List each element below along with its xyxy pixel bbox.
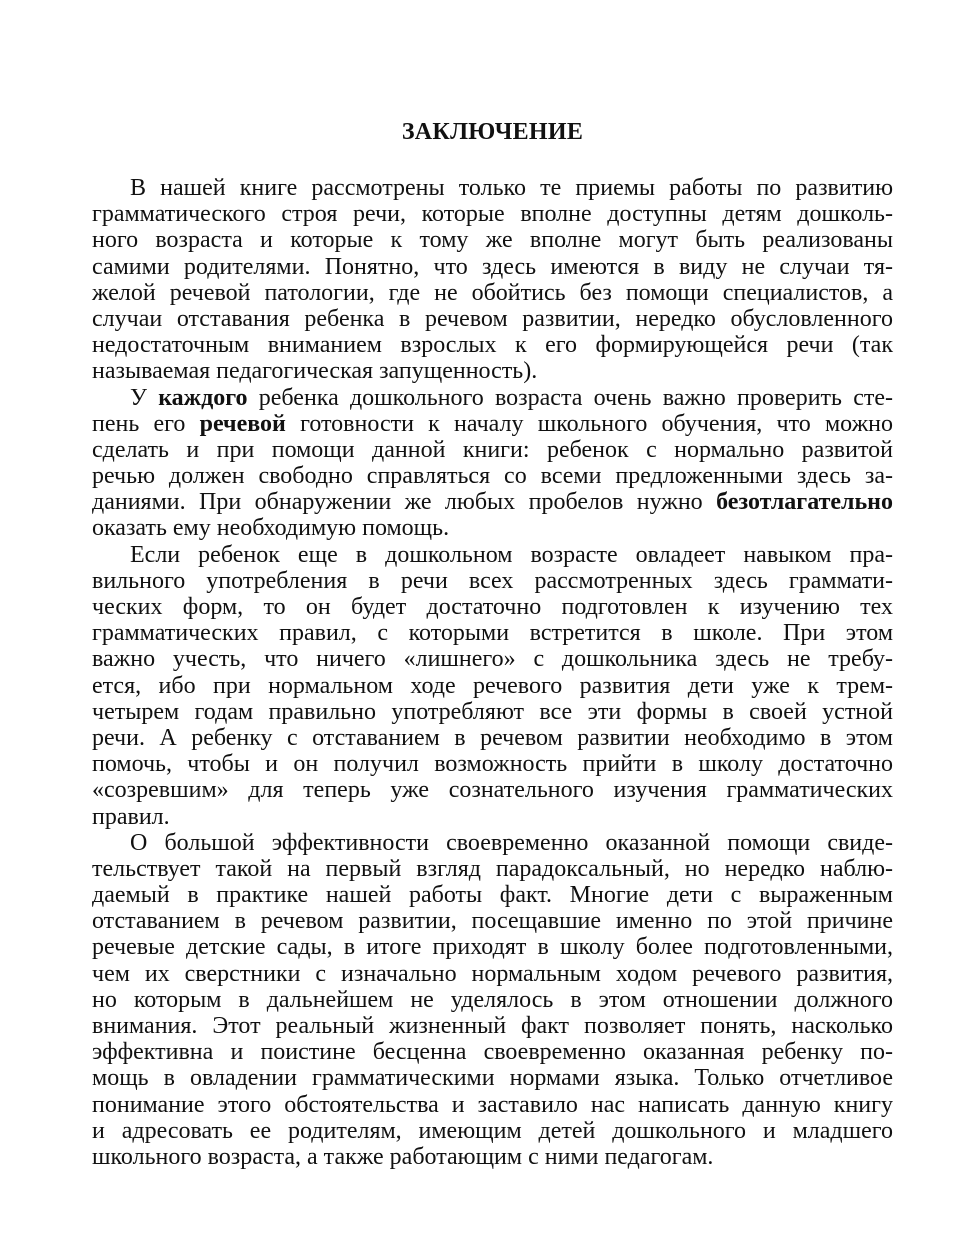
text-line [92,1065,893,1091]
text-line [92,882,893,908]
text-run: эффективна и поистине бесценна своевременно оказанная ребенку по- [92,1039,893,1066]
text-line [92,594,893,620]
text-line [92,1013,893,1039]
text-run: четырем годам правильно употребляют все эти формы в своей устной [92,698,893,725]
text-run: недостаточным вниманием взрослых к его формирующейся речи (так [92,332,893,359]
text-run: речью должен свободно справляться со всеми предложенными здесь за- [92,463,893,490]
text-line [92,620,893,646]
text-run: мощь в овладении грамматическими нормами языка. Только отчетливое [92,1065,893,1092]
text-run: грамматического строя речи, которые вполне доступны детям дошколь- [92,201,893,228]
text-line [92,725,893,751]
text-line [92,542,893,568]
text-line [92,175,893,201]
text-run: чем их сверстники с изначально нормальным ходом речевого развития, [92,960,893,987]
text-run: «созревшим» для теперь уже сознательного изучения грамматических [92,777,893,804]
text-line [92,306,893,332]
text-run: помочь, чтобы и он получил возможность прийти в школу достаточно [92,751,893,778]
text-run: пень его [92,410,200,437]
page-title: ЗАКЛЮЧЕНИЕ [401,119,584,145]
text-line [92,568,893,594]
text-run: отставанием в речевом развитии, посещавшие именно по этой причине [92,908,893,935]
text-run: желой речевой патологии, где не обойтись без помощи специалистов, а [92,279,893,306]
text-run: сделать и при помощи данной книги: ребенок с нормально развитой [92,436,893,463]
text-line [92,934,893,960]
text-line [92,227,893,253]
text-run: вильного употребления в речи всех рассмотренных здесь граммати- [92,567,893,594]
text-line [92,1144,893,1170]
text-line [92,280,893,306]
text-run: ческих форм, то он будет достаточно подготовлен к изучению тех [92,594,893,620]
body-text [92,175,893,1170]
text-line [92,699,893,725]
text-line [92,987,893,1013]
text-run: речевые детские сады, в итоге приходят в школу более подготовленными, [92,934,893,961]
text-line [92,908,893,934]
text-run: случаи отставания ребенка в речевом развитии, нередко обусловленного [92,305,893,332]
text-run: ного возраста и которые к тому же вполне могут быть реализованы [92,227,893,254]
text-line [92,856,893,882]
text-line [92,411,893,437]
text-line [92,777,893,803]
text-line [92,1039,893,1065]
text-line [92,515,893,541]
text-line [92,751,893,777]
text-line [92,201,893,227]
emphasized-word: каждого [158,384,248,411]
text-run: грамматических правил, с которыми встретится в школе. При этом [92,620,893,647]
text-run: О большой эффективности своевременно оказанной помощи свиде- [130,829,893,856]
text-run: правил. [92,803,170,830]
text-run: речи. А ребенку с отставанием в речевом развитии необходимо в этом [92,724,893,751]
text-run: понимание этого обстоятельства и заставило нас написать данную книгу [92,1091,893,1118]
text-run: У [130,384,159,411]
text-line [92,1118,893,1144]
text-line [92,673,893,699]
text-run: школьного возраста, а также работающим с ними педагогам. [92,1143,714,1170]
text-line [92,646,893,672]
text-run: оказать ему необходимую помощь. [92,515,450,542]
text-run: В нашей книге рассмотрены только те приемы работы по развитию [130,175,893,201]
text-run: самими родителями. Понятно, что здесь имеются в виду не случаи тя- [92,253,893,280]
text-run: даемый в практике нашей работы факт. Многие дети с выраженным [92,882,893,909]
text-run: тельствует такой на первый взгляд парадоксальный, но нередко наблю- [92,855,893,882]
text-run: но которым в дальнейшем не уделялось в этом отношении должного [92,986,893,1013]
text-run: даниями. При обнаружении же любых пробелов нужно [92,489,717,516]
text-run: важно учесть, что ничего «лишнего» с дошкольника здесь не требу- [92,646,893,673]
text-run: ется, ибо при нормальном ходе речевого развития дети уже к трем- [92,672,893,699]
text-line [92,1092,893,1118]
text-line [92,961,893,987]
text-run: Если ребенок еще в дошкольном возрасте овладеет навыком пра- [130,541,893,568]
text-line [92,463,893,489]
text-line [92,332,893,358]
text-run: ребенка дошкольного возраста очень важно проверить сте- [247,384,893,411]
emphasized-word: речевой [199,410,286,437]
text-run: называемая педагогическая запущенность). [92,358,538,385]
text-line [92,804,893,830]
text-run: готовности к началу школьного обучения, что можно [285,410,894,437]
text-line [92,489,893,515]
text-line [92,385,893,411]
emphasized-word: безотлагательно [716,489,893,516]
text-line [92,358,893,384]
text-run: внимания. Этот реальный жизненный факт позволяет понять, насколько [92,1013,893,1039]
text-line [92,830,893,856]
text-line [92,437,893,463]
text-line [92,254,893,280]
text-run: и адресовать ее родителям, имеющим детей дошкольного и младшего [92,1117,893,1144]
